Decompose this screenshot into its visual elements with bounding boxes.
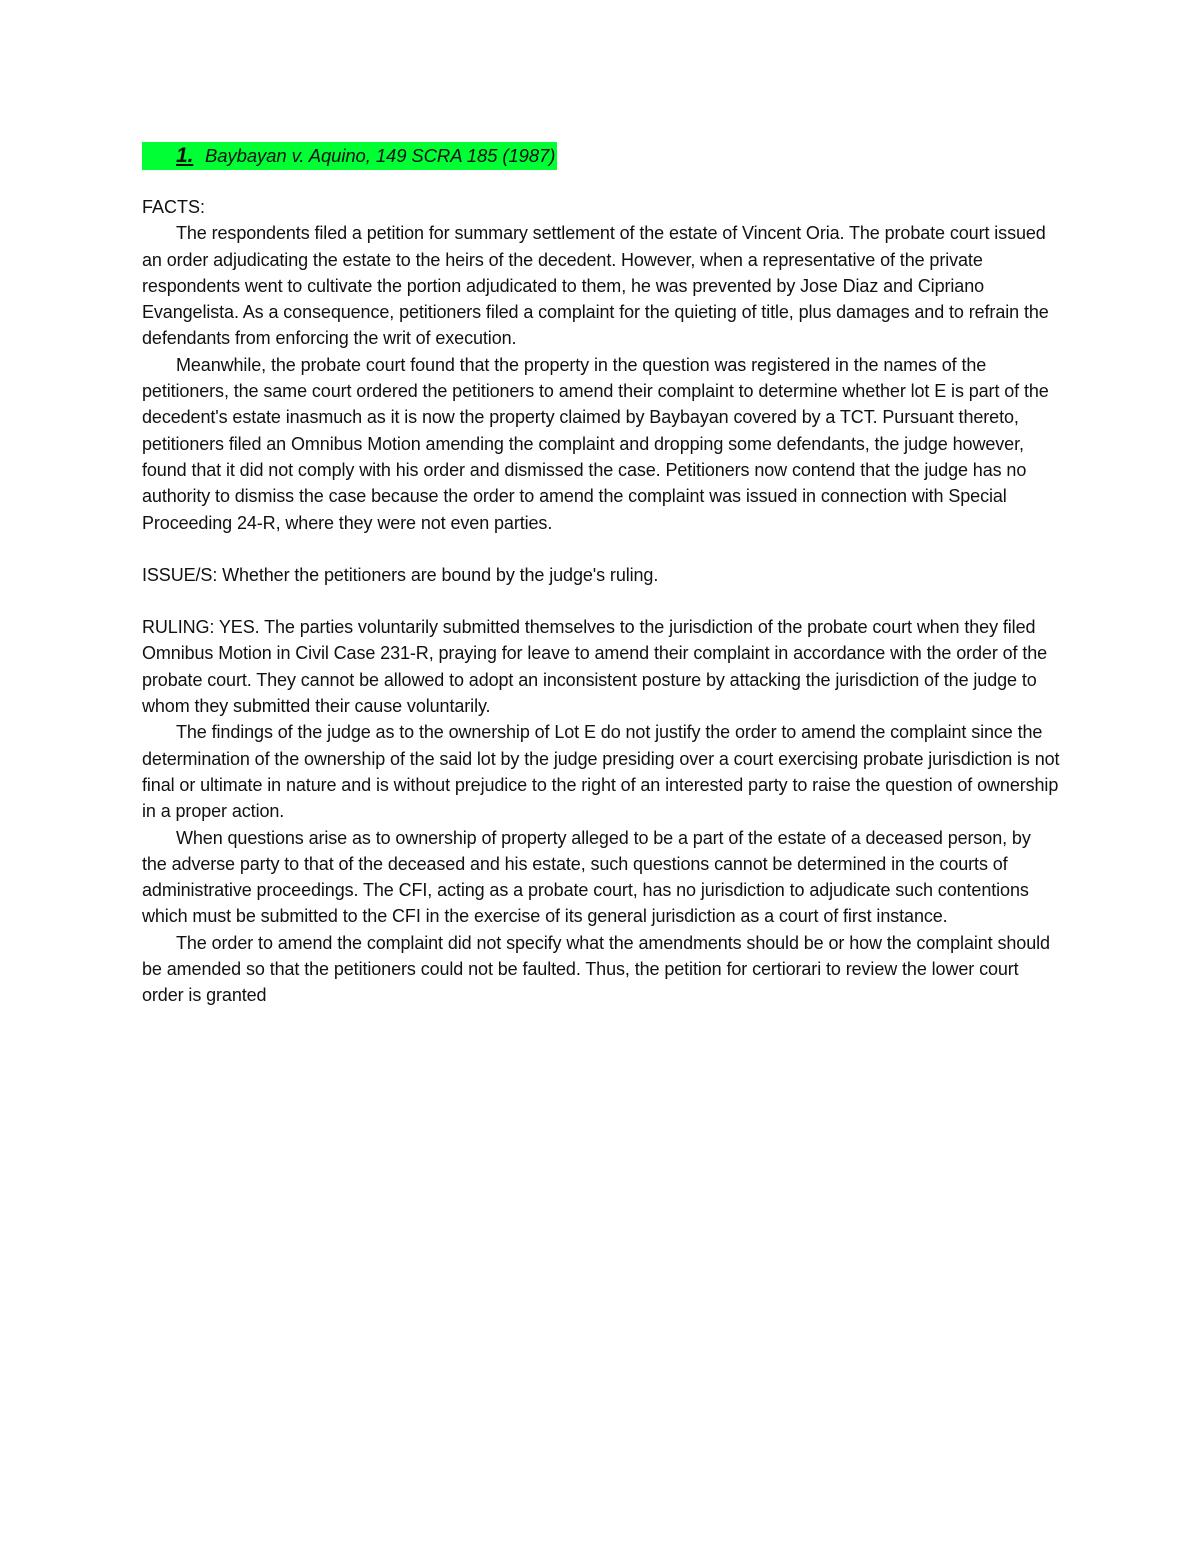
ruling-paragraph-2: The findings of the judge as to the ownership of Lot E do not justify the order to amend the complaint since the determination of the ownership of the said lot by the judge presiding over a court exercising probate jurisdiction is not final or ultimate in nature and is without prejudice to the right of an interested party to raise the question of ownership in a proper action.	[142, 722, 1060, 822]
issue-text: Whether the petitioners are bound by the judge's ruling.	[217, 564, 659, 585]
ruling-section	[142, 614, 1060, 719]
case-title-highlight	[142, 142, 557, 170]
case-heading	[142, 142, 1060, 172]
facts-paragraph-2: Meanwhile, the probate court found that the property in the question was registered in the names of the petitioners, the same court ordered the petitioners to amend their complaint to determine whether lot E is part of the decedent's estate inasmuch as it is now the property claimed by Baybayan covered by a TCT. Pursuant thereto, petitioners filed an Omnibus Motion amending the complaint and dropping some defendants, the judge however, found that it did not comply with his order and dismissed the case. Petitioners now contend that the judge has no authority to dismiss the case because the order to amend the complaint was issued in connection with Special Proceeding 24-R, where they were not even parties.	[142, 354, 1049, 533]
issue-section	[142, 562, 1060, 588]
case-title: Baybayan v. Aquino, 149 SCRA 185 (1987)	[205, 145, 556, 166]
facts-paragraph-1: The respondents filed a petition for summary settlement of the estate of Vincent Oria. The probate court issued an order adjudicating the estate to the heirs of the decedent. However, when a representative of the private respondents went to cultivate the portion adjudicated to them, he was prevented by Jose Diaz and Cipriano Evangelista. As a consequence, petitioners filed a complaint for the quieting of title, plus damages and to refrain the defendants from enforcing the writ of execution.	[142, 223, 1049, 349]
ruling-paragraph-3: When questions arise as to ownership of property alleged to be a part of the estate of a deceased person, by the adverse party to that of the deceased and his estate, such questions cannot be determined in the courts of administrative proceedings. The CFI, acting as a probate court, has no jurisdiction to adjudicate such contentions which must be submitted to the CFI in the exercise of its general jurisdiction as a court of first instance.	[142, 827, 1031, 927]
issue-label: ISSUE/S:	[142, 564, 218, 585]
facts-label: FACTS:	[142, 197, 206, 217]
ruling-paragraph-4: The order to amend the complaint did not specify what the amendments should be or how the complaint should be amended so that the petitioners could not be faulted. Thus, the petition for certiorari to review the lower court order is granted	[142, 932, 1050, 1006]
case-number: 1.	[176, 144, 194, 167]
ruling-label: RULING:	[142, 617, 215, 638]
ruling-text: YES. The parties voluntarily submitted themselves to the jurisdiction of the probate court when they filed Omnibus Motion in Civil Case 231-R, praying for leave to amend their complaint in accordance with the order of the probate court. They cannot be allowed to adopt an inconsistent posture by attacking the jurisdiction of the judge to whom they submitted their cause voluntarily.	[142, 617, 1048, 717]
